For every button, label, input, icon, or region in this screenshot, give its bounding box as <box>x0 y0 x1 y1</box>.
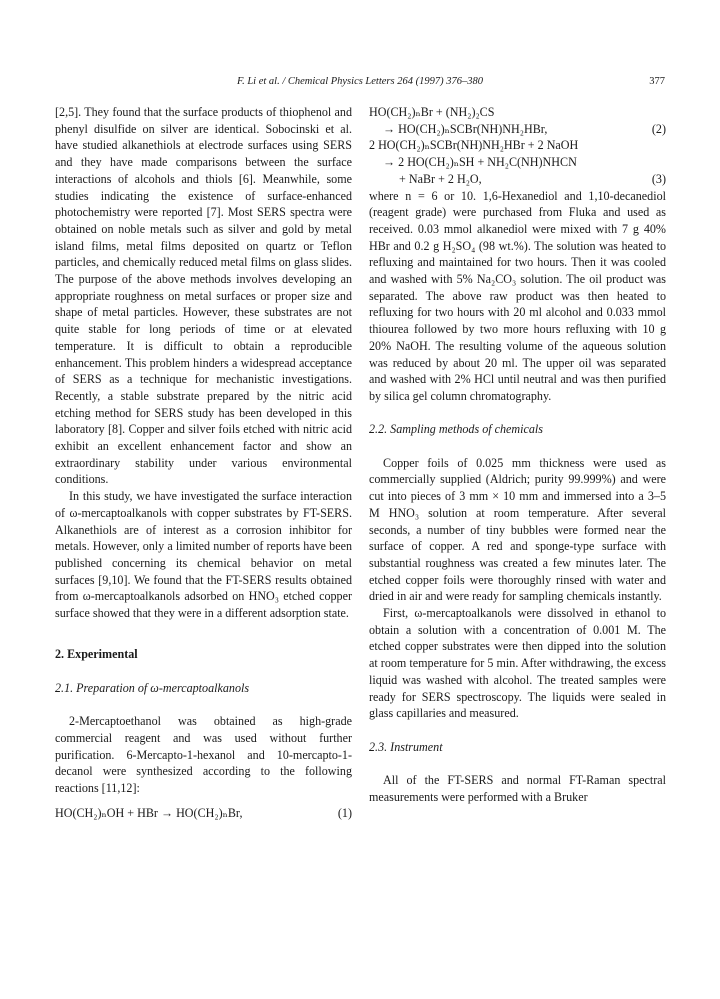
subsection-heading: 2.3. Instrument <box>369 739 443 754</box>
body-paragraph: where n = 6 or 10. 1,6-Hexanediol and 1,10-decanediol (reagent grade) were purchased from Fluka and used as received. 0.03 mmol alkanediol were mixed with 7 g 40% HBr and 0.2 g H₂SO₄ (98 wt.%). The solution was heated to refluxing and maintained for two hours. Then it was cooled and washed with 5% Na₂CO₃ solution. The oil product was separated. The above raw product was then heated to refluxing for two hours with 20 ml alcohol and 0.033 mmol thiourea followed by two more hours refluxing with 10 g 20% NaOH. The resulting volume of the aqueous solution was reduced by about 20 ml. The upper oil was separated and washed with 2% HCl until neutral and was then purified by silica gel column chromatography. <box>369 188 666 403</box>
equation-2 <box>369 104 666 137</box>
equation-text: HO(CH₂)ₙOH + HBr → HO(CH₂)ₙBr, <box>55 805 243 820</box>
intro-paragraph: [2,5]. They found that the surface products of thiophenol and phenyl disulfide on silver are identical. Sobocinski et al. have studied alkanethiols at electrode surfaces using SERS and they have made comparisons between the surface interactions of alcohols and thiols [6]. Meanwhile, some studies indicating the existence of surface-enhanced photochemistry were reported [7]. Most SERS spectra were obtained on noble metals such as silver and gold by metal island films, metal films deposited on quartz or Teflon particles, and chemically reduced metal films on glass slides. The purpose of the above methods involves developing an appropriate roughness on metal surfaces or proper size and shape of metal particles. However, these substrates are not quite stable for long periods of time or at elevated temperature. It is difficult to obtain a reproducible enhancement. This problem hinders a widespread acceptance of SERS as a technique for mechanistic investigations. Recently, a stable substrate prepared by the nitric acid etching method for SERS study has been developed in this laboratory [8]. Copper and silver foils etched with nitric acid exhibit an excellent enhancement factor and show an extraordinary stability under various environmental conditions. <box>55 105 352 487</box>
equation-number: (3) <box>651 171 666 186</box>
intro-paragraph: In this study, we have investigated the surface interaction of ω-mercaptoalkanols with copper substrates by FT-SERS. Alkanethiols are of interest as a corrosion inhibitor for metals. However, only a limited number of reports have been published concerning its chemical behavior on metal surfaces [9,10]. We found that the FT-SERS results obtained from ω-mercaptoalkanols adsorbed on HNO₃ etched copper surface showed that they were in a different adsorption state. <box>55 489 352 621</box>
body-paragraph: All of the FT-SERS and normal FT-Raman spectral measurements were performed with a Bruker <box>369 773 666 804</box>
right-column <box>369 104 666 805</box>
equation-3 <box>369 137 666 187</box>
section-heading: 2. Experimental <box>55 647 138 662</box>
equation-text: HO(CH₂)ₙBr + (NH₂)₂CS <box>369 105 495 119</box>
running-head: F. Li et al. / Chemical Physics Letters 264 (1997) 376–380 <box>237 76 483 87</box>
equation-text: → HO(CH₂)ₙSCBr(NH)NH₂HBr, <box>383 121 548 136</box>
body-paragraph: Copper foils of 0.025 mm thickness were used as commercially supplied (Aldrich; purity 99.999%) and were cut into pieces of 3 mm × 10 mm and immersed into a 3–5 M HNO₃ solution at room temperature. After several seconds, a number of tiny bubbles were formed near the surface of copper. A red and sponge-type surface with substantial roughness was created a few minutes later. The etched copper foils were thoroughly rinsed with water and dried in air and were ready for sampling chemicals instantly. <box>369 455 666 604</box>
equation-1 <box>55 805 352 822</box>
body-paragraph: First, ω-mercaptoalkanols were dissolved in ethanol to obtain a solution with a concentration of 0.001 M. The etched copper substrates were then dipped into the solution at room temperature for 5 min. After withdrawing, the excess liquid was washed with alcohol. The treated samples were ready for SERS spectroscopy. The liquids were sealed in glass capillaries and measured. <box>369 606 666 721</box>
left-column <box>55 104 352 821</box>
page-header <box>55 76 665 92</box>
equation-number: (2) <box>651 121 666 136</box>
equation-text: 2 HO(CH₂)ₙSCBr(NH)NH₂HBr + 2 NaOH <box>369 138 579 153</box>
subsection-heading: 2.2. Sampling methods of chemicals <box>369 422 543 437</box>
body-paragraph: 2-Mercaptoethanol was obtained as high-grade commercial reagent and was used without further purification. 6-Mercapto-1-hexanol and 10-mercapto-1-decanol were synthesized according to the following reactions [11,12]: <box>55 714 352 796</box>
equation-text: + NaBr + 2 H₂O, <box>399 171 482 186</box>
equation-text: → 2 HO(CH₂)ₙSH + NH₂C(NH)NHCN <box>383 155 577 170</box>
subsection-heading: 2.1. Preparation of ω-mercaptoalkanols <box>55 680 250 695</box>
equation-number: (1) <box>337 805 352 820</box>
page-number: 377 <box>649 76 665 87</box>
